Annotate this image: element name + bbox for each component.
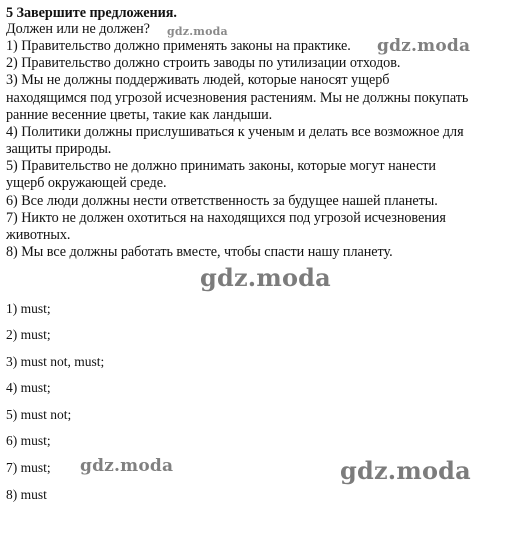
watermark: gdz.moda: [80, 456, 174, 476]
sentence-line: 1) Правительство должно применять законы на практике.: [6, 38, 351, 54]
exercise-title: 5 Завершите предложения.: [6, 5, 177, 21]
answer-line: 7) must;: [6, 460, 51, 475]
sentence-line: 2) Правительство должно строить заводы по утилизации отходов.: [6, 55, 401, 71]
answer-line: 1) must;: [6, 301, 51, 316]
answer-line: 8) must: [6, 487, 47, 502]
sentence-line: 3) Мы не должны поддерживать людей, которые наносят ущерб: [6, 72, 390, 88]
watermark: gdz.moda: [200, 263, 331, 292]
sentence-line: 6) Все люди должны нести ответственность за будущее нашей планеты.: [6, 193, 438, 209]
answer-line: 4) must;: [6, 380, 51, 395]
sentence-line: животных.: [6, 227, 71, 243]
sentence-line: ущерб окружающей среде.: [6, 175, 167, 191]
exercise-question: Должен или не должен?: [6, 21, 150, 37]
sentence-line: 5) Правительство не должно принимать законы, которые могут нанести: [6, 158, 436, 174]
watermark: gdz.moda: [377, 36, 471, 56]
sentence-line: 8) Мы все должны работать вместе, чтобы спасти нашу планету.: [6, 244, 393, 260]
answer-line: 5) must not;: [6, 407, 72, 422]
answer-line: 3) must not, must;: [6, 354, 105, 369]
sentence-line: находящимся под угрозой исчезновения растениям. Мы не должны покупать: [6, 90, 469, 106]
sentence-line: 4) Политики должны прислушиваться к ученым и делать все возможное для: [6, 124, 464, 140]
sentence-line: ранние весенние цветы, такие как ландыши.: [6, 107, 273, 123]
watermark: gdz.moda: [340, 456, 471, 485]
answer-line: 6) must;: [6, 433, 51, 448]
sentence-line: 7) Никто не должен охотиться на находящихся под угрозой исчезновения: [6, 210, 446, 226]
watermark: gdz.moda: [167, 25, 228, 38]
answer-line: 2) must;: [6, 327, 51, 342]
sentence-line: защиты природы.: [6, 141, 112, 157]
